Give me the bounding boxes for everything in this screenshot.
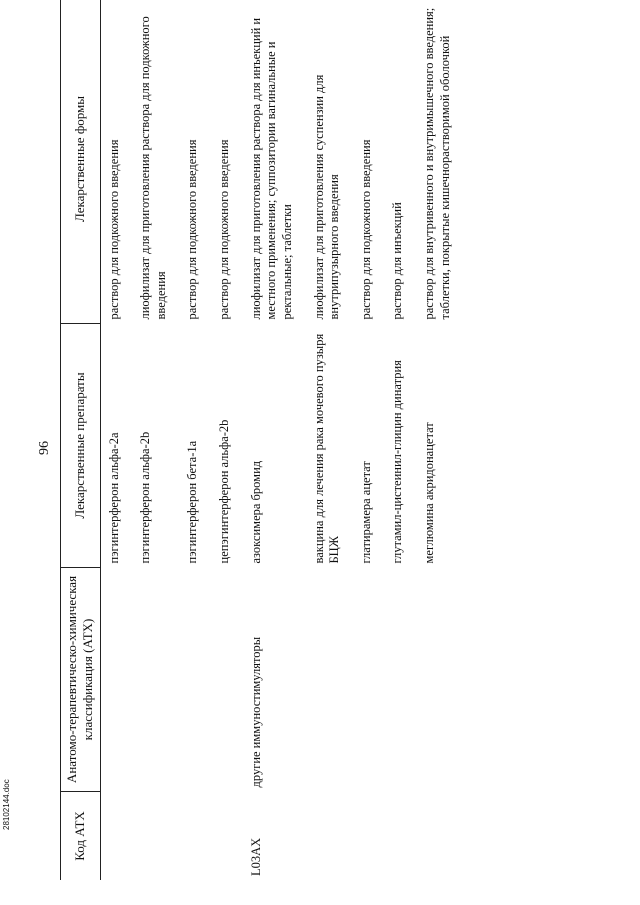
cell-form: лиофилизат для приготовления раствора для подкожного введения [138,16,168,320]
table-header-row [61,0,101,880]
drug-table-sheet [60,7,620,880]
header-drugs: Лекарственные препараты [61,324,101,568]
table-row [243,0,306,880]
header-atc-classification: Анатомо-терапевтическо-химическая классификация (АТХ) [61,568,101,792]
cell-drug: азоксимера бромид [248,460,263,564]
cell-form: раствор для подкожного введения [106,139,121,320]
cell-drug: вакцина для лечения рака мочевого пузыря БЦЖ [311,333,342,564]
table-row [353,0,385,880]
cell-drug: пэгинтерферон альфа-2a [106,432,121,564]
cell-drug: глатирамера ацетат [358,461,373,564]
cell-class [416,568,463,792]
cell-drug: пэгинтерферон альфа-2b [138,431,153,564]
header-atc-code: Код АТХ [61,792,101,881]
cell-drug: меглюмина акридонацетат [422,422,436,564]
table-row [306,0,353,880]
cell-form: раствор для инъекций [390,202,405,320]
header-dosage-forms: Лекарственные формы [61,0,101,324]
cell-form: раствор для подкожного введения [185,139,200,320]
cell-form: раствор для подкожного введения [217,139,231,320]
cell-form: раствор для внутривенного и внутримышечного введения; таблетки, покрытые кишечнорастворимой оболочкой [422,7,452,320]
cell-code [100,792,132,881]
table-row [100,0,132,880]
cell-code [211,792,243,881]
table-row [384,0,416,880]
cell-code [353,792,385,881]
table-row [416,0,463,880]
table-row [132,0,179,880]
cell-class [211,568,243,792]
cell-code [384,792,416,881]
document-filename: 28102144.doc [2,779,11,830]
cell-class [179,568,211,792]
table-row [211,0,243,880]
cell-class [353,568,385,792]
drug-table [60,0,463,880]
cell-form: раствор для подкожного введения [358,139,373,320]
cell-class [384,568,416,792]
cell-class [132,568,179,792]
cell-code [306,792,353,881]
cell-class [306,568,353,792]
cell-code [416,792,463,881]
page-number: 96 [37,441,52,455]
cell-code [132,792,179,881]
cell-code: L03AX [248,837,263,876]
cell-drug: пэгинтерферон бета-1a [185,440,200,564]
table-row [179,0,211,880]
cell-form: лиофилизат для приготовления раствора для инъекций и местного применения; суппозитории вагинальные и ректальные; таблетки [248,17,294,320]
cell-code [179,792,211,881]
cell-drug: цепэгинтерферон альфа-2b [217,419,231,564]
cell-drug: глутамил-цистеинил-глицин динатрия [390,360,405,564]
cell-class: другие иммуностимуляторы [248,636,263,788]
cell-form: лиофилизат для приготовления суспензии для внутрипузырного введения [311,74,342,320]
cell-class [100,568,132,792]
